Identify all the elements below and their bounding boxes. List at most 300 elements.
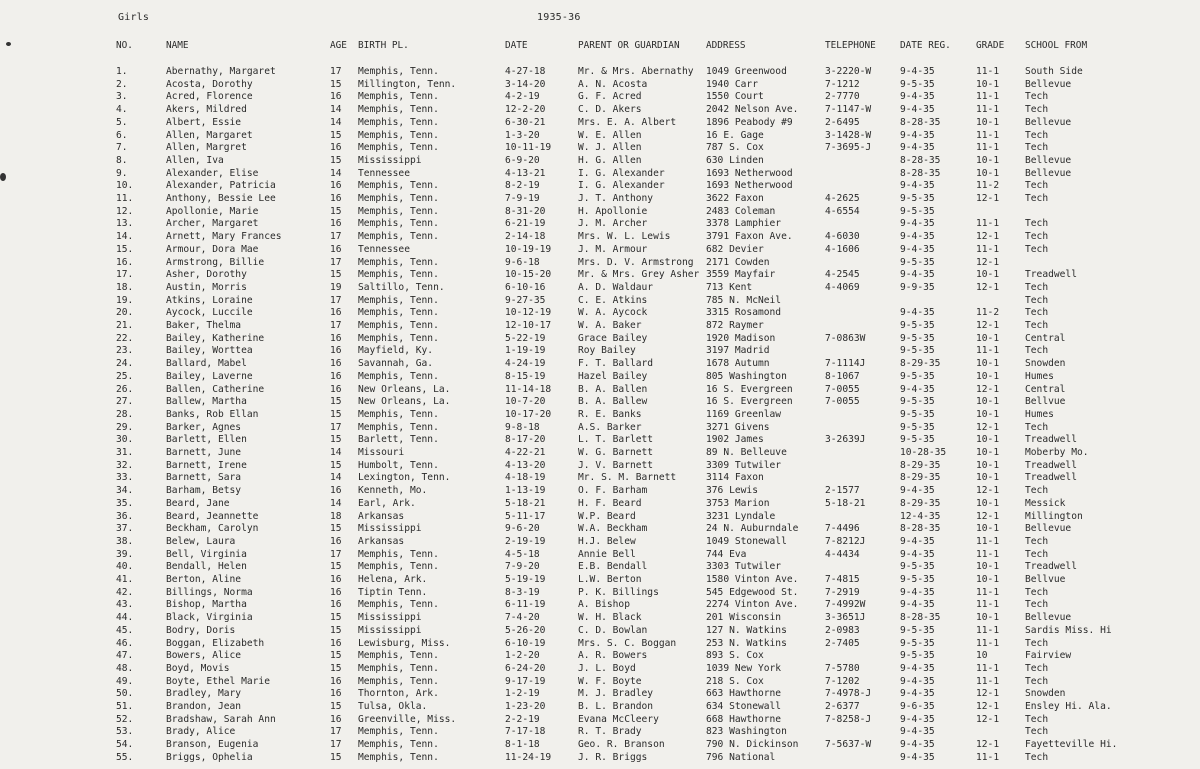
birth-place: Lewisburg, Miss.	[358, 637, 451, 649]
birth-date: 2-2-19	[505, 713, 540, 725]
age: 17	[330, 231, 342, 243]
table-row	[0, 650, 1200, 663]
grade: 10-1	[976, 472, 1000, 484]
table-row	[0, 485, 1200, 498]
parent-guardian: A. N. Acosta	[578, 78, 648, 90]
row-number: 39.	[116, 548, 134, 560]
age: 16	[330, 713, 342, 725]
parent-guardian: Mrs. W. L. Lewis	[578, 231, 671, 243]
date-registered: 9-4-35	[900, 243, 935, 255]
date-registered: 8-29-35	[900, 358, 941, 370]
birth-date: 6-11-19	[505, 599, 546, 611]
parent-guardian: M. J. Bradley	[578, 688, 654, 700]
school-from: Tech	[1025, 294, 1049, 306]
grade: 11-1	[976, 142, 1000, 154]
date-registered: 9-5-35	[900, 78, 935, 90]
student-name: Black, Virginia	[166, 612, 253, 624]
telephone: 2-0983	[825, 624, 860, 636]
birth-date: 8-17-20	[505, 434, 546, 446]
grade: 10-1	[976, 358, 1000, 370]
row-number: 32.	[116, 459, 134, 471]
header-address: ADDRESS	[706, 40, 746, 51]
birth-place: Mississippi	[358, 523, 422, 535]
telephone: 3-1428-W	[825, 129, 872, 141]
address: 3303 Tutwiler	[706, 561, 782, 573]
school-from: Bellevue	[1025, 523, 1072, 535]
birth-date: 9-27-35	[505, 294, 546, 306]
date-registered: 9-4-35	[900, 66, 935, 77]
address: 823 Washington	[706, 726, 787, 738]
birth-place: New Orleans, La.	[358, 383, 451, 395]
school-from: Tech	[1025, 726, 1049, 738]
birth-place: Memphis, Tenn.	[358, 104, 439, 116]
row-number: 19.	[116, 294, 134, 306]
birth-date: 7-9-19	[505, 193, 540, 204]
school-from: Ensley Hi. Ala.	[1025, 701, 1112, 712]
parent-guardian: W. F. Boyte	[578, 675, 642, 687]
parent-guardian: C. E. Atkins	[578, 294, 648, 306]
school-from: Tech	[1025, 104, 1049, 116]
row-number: 43.	[116, 599, 134, 611]
birth-place: Memphis, Tenn.	[358, 408, 439, 420]
parent-guardian: Annie Bell	[578, 548, 636, 560]
birth-place: Memphis, Tenn.	[358, 180, 439, 192]
address: 218 S. Cox	[706, 675, 764, 687]
row-number: 17.	[116, 269, 134, 281]
school-from: Treadwell	[1025, 472, 1077, 484]
birth-place: Memphis, Tenn.	[358, 650, 439, 662]
date-registered: 9-4-35	[900, 383, 935, 395]
grade: 12-1	[976, 421, 1000, 433]
birth-date: 4-22-21	[505, 447, 546, 458]
school-from: Tech	[1025, 129, 1049, 141]
row-number: 23.	[116, 345, 134, 357]
telephone: 7-1114J	[825, 358, 866, 370]
table-row	[0, 66, 1200, 79]
school-from: Bellevue	[1025, 167, 1072, 179]
address: 1049 Greenwood	[706, 66, 787, 77]
birth-date: 4-5-18	[505, 548, 540, 560]
student-name: Atkins, Loraine	[166, 294, 253, 306]
age: 15	[330, 701, 342, 712]
grade: 10-1	[976, 154, 1000, 166]
birth-place: Humbolt, Tenn.	[358, 459, 439, 471]
table-row	[0, 612, 1200, 625]
birth-date: 3-14-20	[505, 78, 546, 90]
parent-guardian: W. A. Aycock	[578, 307, 648, 319]
age: 15	[330, 650, 342, 662]
student-name: Beckham, Carolyn	[166, 523, 259, 535]
student-name: Brandon, Jean	[166, 701, 242, 712]
birth-place: Barlett, Tenn.	[358, 434, 439, 446]
row-number: 30.	[116, 434, 134, 446]
birth-date: 10-15-20	[505, 269, 552, 281]
birth-date: 4-18-19	[505, 472, 546, 484]
row-number: 8.	[116, 154, 128, 166]
table-row	[0, 257, 1200, 270]
birth-place: Mississippi	[358, 154, 422, 166]
birth-date: 7-17-18	[505, 726, 546, 738]
date-registered: 9-4-35	[900, 269, 935, 281]
parent-guardian: Mr. S. M. Barnett	[578, 472, 677, 484]
birth-date: 1-3-20	[505, 129, 540, 141]
grade: 10-1	[976, 408, 1000, 420]
birth-place: Memphis, Tenn.	[358, 205, 439, 217]
birth-date: 9-6-18	[505, 256, 540, 268]
age: 16	[330, 358, 342, 370]
row-number: 44.	[116, 612, 134, 624]
birth-place: Memphis, Tenn.	[358, 370, 439, 382]
table-row	[0, 79, 1200, 92]
table-row	[0, 409, 1200, 422]
birth-date: 10-19-19	[505, 243, 552, 255]
table-row	[0, 295, 1200, 308]
age: 16	[330, 332, 342, 344]
grade: 12-1	[976, 256, 1000, 268]
birth-date: 1-19-19	[505, 345, 546, 357]
age: 17	[330, 320, 342, 331]
school-from: Fayetteville Hi.	[1025, 739, 1118, 751]
birth-date: 2-14-18	[505, 231, 546, 243]
age: 15	[330, 408, 342, 420]
student-name: Belew, Laura	[166, 535, 236, 547]
row-number: 21.	[116, 320, 134, 331]
row-number: 26.	[116, 383, 134, 395]
age: 16	[330, 243, 342, 255]
student-name: Brady, Alice	[166, 726, 236, 738]
age: 15	[330, 561, 342, 573]
date-registered: 9-4-35	[900, 91, 935, 103]
birth-place: Arkansas	[358, 535, 405, 547]
birth-place: Helena, Ark.	[358, 574, 428, 585]
parent-guardian: H. G. Allen	[578, 154, 642, 166]
row-number: 7.	[116, 142, 128, 154]
row-number: 53.	[116, 726, 134, 738]
header-age: AGE	[330, 40, 347, 51]
parent-guardian: B. A. Ballen	[578, 383, 648, 395]
address: 787 S. Cox	[706, 142, 764, 154]
date-registered: 9-4-35	[900, 142, 935, 154]
birth-place: Memphis, Tenn.	[358, 320, 439, 331]
table-row	[0, 688, 1200, 701]
date-registered: 8-29-35	[900, 497, 941, 509]
age: 16	[330, 370, 342, 382]
address: 744 Eva	[706, 548, 747, 560]
row-number: 20.	[116, 307, 134, 319]
school-from: Bellevue	[1025, 154, 1072, 166]
parent-guardian: J. M. Armour	[578, 243, 648, 255]
age: 19	[330, 281, 342, 293]
parent-guardian: Roy Bailey	[578, 345, 636, 357]
age: 17	[330, 66, 342, 77]
date-registered: 9-4-35	[900, 307, 935, 319]
student-name: Armstrong, Billie	[166, 256, 265, 268]
date-registered: 9-4-35	[900, 662, 935, 674]
parent-guardian: A. D. Waldaur	[578, 281, 654, 293]
row-number: 33.	[116, 472, 134, 484]
table-row	[0, 638, 1200, 651]
age: 16	[330, 383, 342, 395]
school-from: Treadwell	[1025, 434, 1077, 446]
student-name: Bendall, Helen	[166, 561, 247, 573]
grade: 10-1	[976, 116, 1000, 128]
row-number: 51.	[116, 701, 134, 712]
header-telephone: TELEPHONE	[825, 40, 876, 51]
grade: 12-1	[976, 320, 1000, 331]
school-from: Tech	[1025, 586, 1049, 598]
age: 14	[330, 167, 342, 179]
row-number: 28.	[116, 408, 134, 420]
date-registered: 9-6-35	[900, 701, 935, 712]
address: 16 E. Gage	[706, 129, 764, 141]
grade: 10-1	[976, 574, 1000, 585]
birth-place: Memphis, Tenn.	[358, 332, 439, 344]
date-registered: 9-4-35	[900, 231, 935, 243]
date-registered: 9-5-35	[900, 193, 935, 204]
grade: 11-1	[976, 66, 1000, 77]
birth-place: Memphis, Tenn.	[358, 129, 439, 141]
grade: 12-1	[976, 485, 1000, 497]
parent-guardian: Mr. & Mrs. Grey Asher	[578, 269, 700, 281]
age: 14	[330, 497, 342, 509]
birth-place: Memphis, Tenn.	[358, 91, 439, 103]
parent-guardian: B. L. Brandon	[578, 701, 654, 712]
address: 2171 Cowden	[706, 256, 770, 268]
student-name: Ballew, Martha	[166, 396, 247, 408]
table-row	[0, 384, 1200, 397]
birth-date: 6-10-19	[505, 637, 546, 649]
parent-guardian: W. A. Baker	[578, 320, 642, 331]
birth-place: New Orleans, La.	[358, 396, 451, 408]
parent-guardian: C. D. Akers	[578, 104, 642, 116]
header-date: DATE	[505, 40, 528, 51]
age: 16	[330, 193, 342, 204]
telephone: 7-8258-J	[825, 713, 872, 725]
table-row	[0, 599, 1200, 612]
table-row	[0, 358, 1200, 371]
telephone: 8-1067	[825, 370, 860, 382]
row-number: 55.	[116, 751, 134, 763]
parent-guardian: H. Apollonie	[578, 205, 648, 217]
birth-date: 1-2-20	[505, 650, 540, 662]
telephone: 7-4978-J	[825, 688, 872, 700]
row-number: 45.	[116, 624, 134, 636]
student-name: Briggs, Ophelia	[166, 751, 253, 763]
birth-date: 8-1-18	[505, 739, 540, 751]
age: 16	[330, 535, 342, 547]
address: 893 S. Cox	[706, 650, 764, 662]
grade: 10-1	[976, 612, 1000, 624]
table-row	[0, 371, 1200, 384]
birth-date: 8-2-19	[505, 180, 540, 192]
student-name: Arnett, Mary Frances	[166, 231, 282, 243]
school-from: Tech	[1025, 218, 1049, 230]
birth-place: Tennessee	[358, 243, 410, 255]
telephone: 2-6377	[825, 701, 860, 712]
birth-date: 10-7-20	[505, 396, 546, 408]
birth-date: 6-21-19	[505, 218, 546, 230]
school-from: South Side	[1025, 66, 1083, 77]
table-row	[0, 282, 1200, 295]
date-registered: 9-4-35	[900, 218, 935, 230]
table-row	[0, 345, 1200, 358]
birth-place: Tulsa, Okla.	[358, 701, 428, 712]
school-from: Tech	[1025, 535, 1049, 547]
student-name: Alexander, Elise	[166, 167, 259, 179]
grade: 12-1	[976, 510, 1000, 522]
student-name: Bradshaw, Sarah Ann	[166, 713, 276, 725]
grade: 11-2	[976, 307, 1000, 319]
parent-guardian: R. T. Brady	[578, 726, 642, 738]
age: 17	[330, 548, 342, 560]
telephone: 7-1202	[825, 675, 860, 687]
parent-guardian: Evana McCleery	[578, 713, 659, 725]
grade: 10-1	[976, 459, 1000, 471]
birth-date: 6-10-16	[505, 281, 546, 293]
address: 1580 Vinton Ave.	[706, 574, 799, 585]
address: 1550 Court	[706, 91, 764, 103]
parent-guardian: G. F. Acred	[578, 91, 642, 103]
student-name: Akers, Mildred	[166, 104, 247, 116]
grade: 11-1	[976, 624, 1000, 636]
table-row	[0, 142, 1200, 155]
school-from: Humes	[1025, 408, 1054, 420]
school-from: Humes	[1025, 370, 1054, 382]
row-number: 14.	[116, 231, 134, 243]
grade: 10-1	[976, 78, 1000, 90]
table-row	[0, 320, 1200, 333]
school-from: Treadwell	[1025, 459, 1077, 471]
header-date-reg: DATE REG.	[900, 40, 951, 51]
school-from: Treadwell	[1025, 269, 1077, 281]
parent-guardian: R. E. Banks	[578, 408, 642, 420]
address: 16 S. Evergreen	[706, 396, 793, 408]
address: 682 Devier	[706, 243, 764, 255]
school-from: Messick	[1025, 497, 1066, 509]
telephone: 4-6554	[825, 205, 860, 217]
table-row	[0, 523, 1200, 536]
address: 1169 Greenlaw	[706, 408, 782, 420]
grade: 11-1	[976, 548, 1000, 560]
student-name: Boyte, Ethel Marie	[166, 675, 270, 687]
grade: 10-1	[976, 332, 1000, 344]
grade: 11-1	[976, 535, 1000, 547]
table-row	[0, 549, 1200, 562]
address: 201 Wisconsin	[706, 612, 782, 624]
table-row	[0, 511, 1200, 524]
telephone: 7-8212J	[825, 535, 866, 547]
student-name: Ballard, Mabel	[166, 358, 247, 370]
parent-guardian: Mrs. S. C. Boggan	[578, 637, 677, 649]
table-row	[0, 587, 1200, 600]
row-number: 22.	[116, 332, 134, 344]
row-number: 42.	[116, 586, 134, 598]
age: 17	[330, 726, 342, 738]
birth-date: 4-13-21	[505, 167, 546, 179]
age: 14	[330, 472, 342, 484]
parent-guardian: H. F. Beard	[578, 497, 642, 509]
school-from: Bellvue	[1025, 574, 1066, 585]
date-registered: 9-4-35	[900, 180, 935, 192]
row-number: 37.	[116, 523, 134, 535]
telephone: 4-1606	[825, 243, 860, 255]
table-row	[0, 701, 1200, 714]
parent-guardian: W. G. Barnett	[578, 447, 654, 458]
row-number: 13.	[116, 218, 134, 230]
birth-place: Memphis, Tenn.	[358, 294, 439, 306]
date-registered: 9-4-35	[900, 586, 935, 598]
date-registered: 8-28-35	[900, 523, 941, 535]
date-registered: 9-5-35	[900, 205, 935, 217]
student-name: Archer, Margaret	[166, 218, 259, 230]
student-name: Baker, Thelma	[166, 320, 242, 331]
age: 15	[330, 78, 342, 90]
address: 796 National	[706, 751, 776, 763]
birth-place: Kenneth, Mo.	[358, 485, 428, 497]
address: 3114 Faxon	[706, 472, 764, 484]
telephone: 3-2639J	[825, 434, 866, 446]
age: 15	[330, 154, 342, 166]
row-number: 5.	[116, 116, 128, 128]
birth-date: 12-10-17	[505, 320, 552, 331]
address: 1693 Netherwood	[706, 180, 793, 192]
row-number: 25.	[116, 370, 134, 382]
address: 3791 Faxon Ave.	[706, 231, 793, 243]
birth-place: Memphis, Tenn.	[358, 421, 439, 433]
telephone: 3-3651J	[825, 612, 866, 624]
row-number: 52.	[116, 713, 134, 725]
date-registered: 9-4-35	[900, 129, 935, 141]
birth-place: Memphis, Tenn.	[358, 193, 439, 204]
row-number: 46.	[116, 637, 134, 649]
address: 1940 Carr	[706, 78, 758, 90]
address: 24 N. Auburndale	[706, 523, 799, 535]
date-registered: 8-29-35	[900, 459, 941, 471]
birth-date: 9-6-20	[505, 523, 540, 535]
row-number: 41.	[116, 574, 134, 585]
date-registered: 8-28-35	[900, 154, 941, 166]
table-row	[0, 104, 1200, 117]
address: 127 N. Watkins	[706, 624, 787, 636]
school-from: Fairview	[1025, 650, 1072, 662]
grade: 10-1	[976, 370, 1000, 382]
telephone: 2-6495	[825, 116, 860, 128]
telephone: 5-18-21	[825, 497, 866, 509]
row-number: 36.	[116, 510, 134, 522]
student-name: Boggan, Elizabeth	[166, 637, 265, 649]
address: 713 Kent	[706, 281, 753, 293]
grade: 11-1	[976, 586, 1000, 598]
row-number: 48.	[116, 662, 134, 674]
grade: 11-1	[976, 218, 1000, 230]
date-registered: 9-4-35	[900, 726, 935, 738]
date-registered: 10-28-35	[900, 447, 947, 458]
address: 1902 James	[706, 434, 764, 446]
telephone: 7-0863W	[825, 332, 866, 344]
address: 253 N. Watkins	[706, 637, 787, 649]
row-number: 10.	[116, 180, 134, 192]
parent-guardian: W. E. Allen	[578, 129, 642, 141]
parent-guardian: Mrs. E. A. Albert	[578, 116, 677, 128]
birth-place: Memphis, Tenn.	[358, 662, 439, 674]
row-number: 12.	[116, 205, 134, 217]
table-row	[0, 752, 1200, 765]
row-number: 49.	[116, 675, 134, 687]
table-row	[0, 180, 1200, 193]
school-from: Snowden	[1025, 688, 1066, 700]
row-number: 1.	[116, 66, 128, 77]
header-grade: GRADE	[976, 40, 1005, 51]
